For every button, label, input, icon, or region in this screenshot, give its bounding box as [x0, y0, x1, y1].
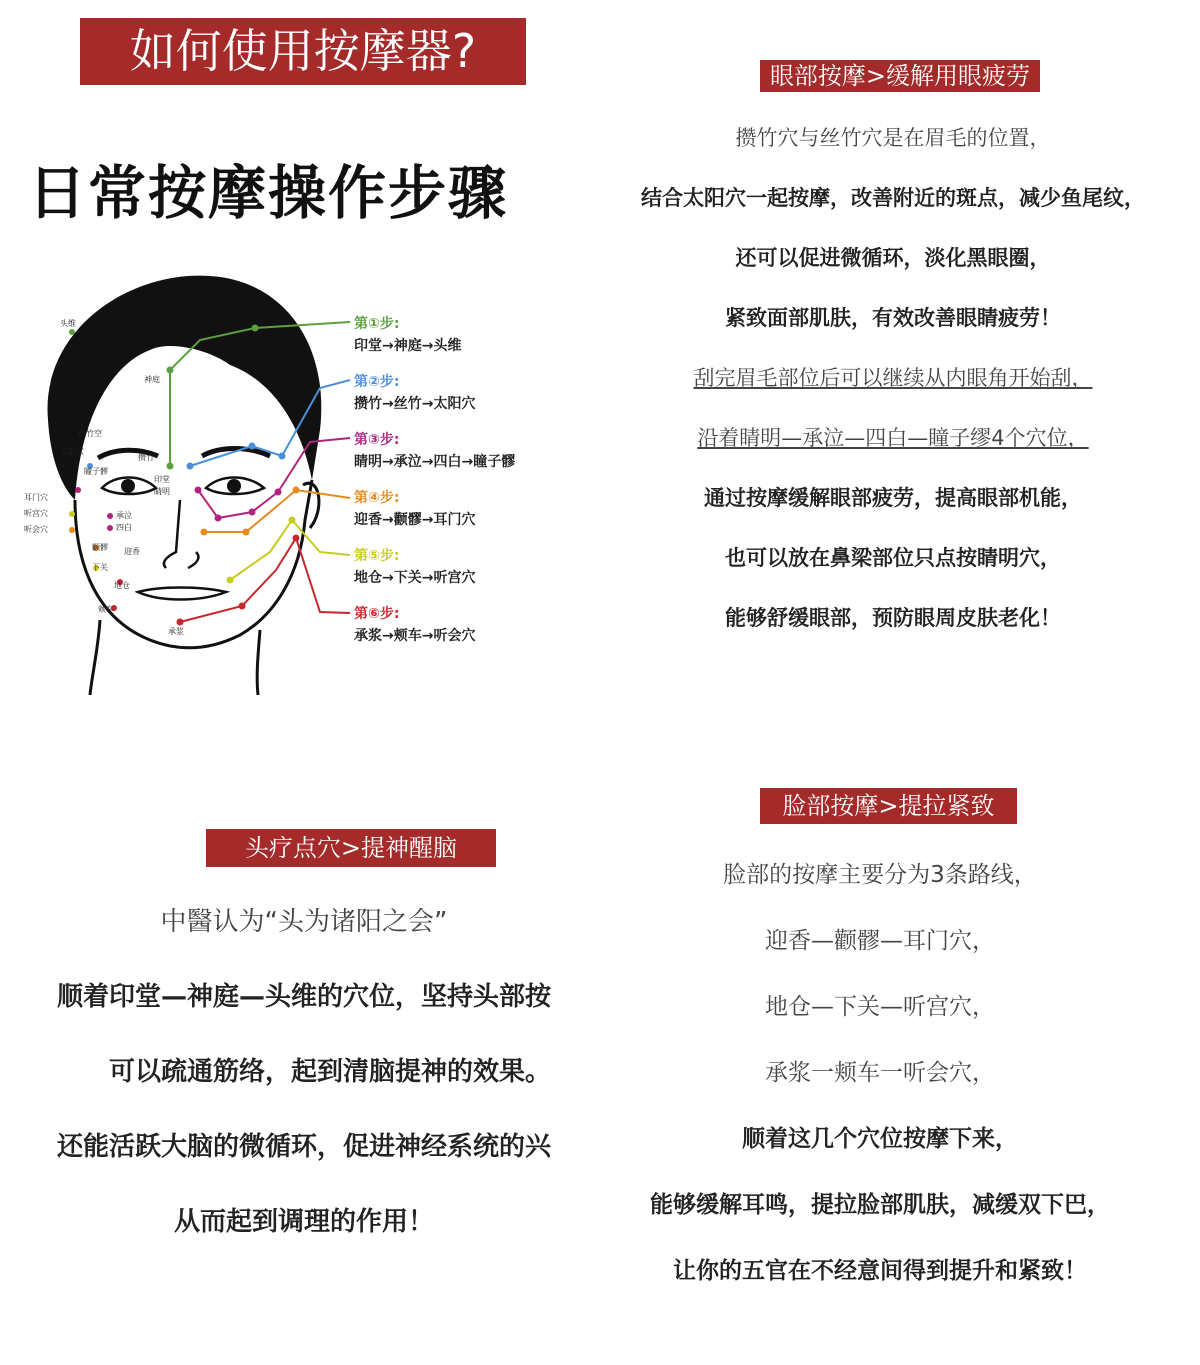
point-label-jiache: 颊车	[98, 605, 114, 614]
point-label-cuanzhu: 攒竹	[138, 453, 154, 462]
step1-label: 第①步:	[354, 316, 400, 332]
face-section-title: 脸部按摩>提拉紧致	[760, 788, 1017, 824]
point-label-tinghui: 听会穴	[24, 525, 48, 534]
eye-section-line: 攒竹穴与丝竹穴是在眉毛的位置，	[735, 126, 1051, 150]
point-label-yintang: 印堂	[154, 475, 170, 484]
step6-label: 第⑥步:	[354, 606, 400, 622]
step6-route-text: 承浆→颊车→听会穴	[354, 628, 476, 644]
eye-section-line: 还可以促进微循环，淡化黑眼圈，	[735, 246, 1051, 270]
step5-route	[230, 520, 350, 580]
face-section-line: 脸部的按摩主要分为3条路线，	[723, 862, 1037, 888]
step4-label: 第④步:	[354, 490, 400, 506]
eye-section-line: 沿着睛明—承泣—四白—瞳子缪4个穴位，	[697, 426, 1089, 450]
head-section-line: 可以疏通筋络，起到清脑提神的效果。	[56, 1057, 551, 1087]
point-label-taiyang: 太阳穴	[60, 447, 84, 456]
head-section-line: 从而起到调理的作用！	[173, 1207, 434, 1237]
eye-section-line: 结合太阳穴一起按摩，改善附近的斑点，减少鱼尾纹，	[641, 186, 1145, 210]
face-section-line: 顺着这几个穴位按摩下来，	[742, 1126, 1018, 1152]
step2-route-text: 攒竹→丝竹→太阳穴	[354, 396, 476, 412]
step3-label: 第③步:	[354, 432, 400, 448]
point-label-sibai: 四白	[116, 523, 132, 532]
eye-section-line: 通过按摩缓解眼部疲劳，提高眼部机能，	[704, 486, 1082, 510]
steps-heading: 日常按摩操作步骤	[28, 159, 509, 227]
eye-section-line: 也可以放在鼻梁部位只点按睛明穴，	[725, 546, 1061, 570]
step3-route-text: 睛明→承泣→四白→瞳子髎	[354, 454, 516, 470]
point-label-yingxiang: 迎香	[124, 547, 140, 556]
point-label-tongziliao: 瞳子髎	[84, 467, 108, 476]
head-section-line: 还能活跃大脑的微循环，促进神经系统的兴	[56, 1132, 551, 1162]
head-section-line: 中醫认为“头为诸阳之会”	[160, 907, 448, 937]
point-label-touwei: 头维	[60, 319, 76, 328]
point-label-shenting: 神庭	[144, 375, 160, 384]
head-section-line: 顺着印堂—神庭—头维的穴位，坚持头部按	[56, 982, 551, 1012]
point-label-tinggong: 听宫穴	[24, 509, 48, 518]
point-label-chengjiang: 承浆	[168, 627, 184, 636]
head-section-title: 头疗点穴>提神醒脑	[206, 829, 496, 867]
step5-route-text: 地仓→下关→听宫穴	[354, 570, 476, 586]
step1-route-text: 印堂→神庭→头维	[354, 338, 462, 354]
face-acupoint-diagram	[20, 270, 580, 710]
eye-section-line: 刮完眉毛部位后可以继续从内眼角开始刮，	[693, 366, 1093, 390]
point-label-jingming: 睛明	[154, 487, 170, 496]
face-section-text	[610, 842, 1150, 1304]
point-label-quanliao: 颧髎	[92, 543, 108, 552]
face-section-line: 让你的五官在不经意间得到提升和紧致！	[673, 1258, 1087, 1284]
point-label-dicang: 地仓	[114, 581, 130, 590]
main-title-banner: 如何使用按摩器?	[80, 18, 526, 85]
mouth-outline	[138, 588, 226, 600]
point-label-sizhukong: 丝竹空	[78, 429, 102, 438]
step6-route	[180, 538, 350, 622]
eye-section-text	[610, 108, 1176, 648]
face-section-line: 能够缓解耳鸣，提拉脸部肌肤，减缓双下巴，	[650, 1192, 1110, 1218]
eye-section-title: 眼部按摩>缓解用眼疲劳	[760, 60, 1040, 92]
nose-outline	[164, 500, 199, 568]
step2-label: 第②步:	[354, 374, 400, 390]
point-label-xiaguan: 下关	[92, 563, 108, 572]
eye-section-line: 能够舒缓眼部，预防眼周皮肤老化！	[725, 606, 1061, 630]
step5-label: 第⑤步:	[354, 548, 400, 564]
point-label-ermen: 耳门穴	[24, 493, 48, 502]
face-section-line: 承浆一颊车一听会穴，	[765, 1060, 995, 1086]
step4-route	[204, 490, 350, 532]
face-section-line: 迎香—颧髎—耳门穴，	[765, 928, 995, 954]
eye-section-line: 紧致面部肌肤，有效改善眼睛疲劳！	[725, 306, 1061, 330]
step4-route-text: 迎香→颧髎→耳门穴	[354, 512, 476, 528]
point-label-chengqi: 承泣	[116, 511, 132, 520]
face-section-line: 地仓—下关—听宫穴，	[765, 994, 995, 1020]
head-section-text	[30, 885, 578, 1260]
